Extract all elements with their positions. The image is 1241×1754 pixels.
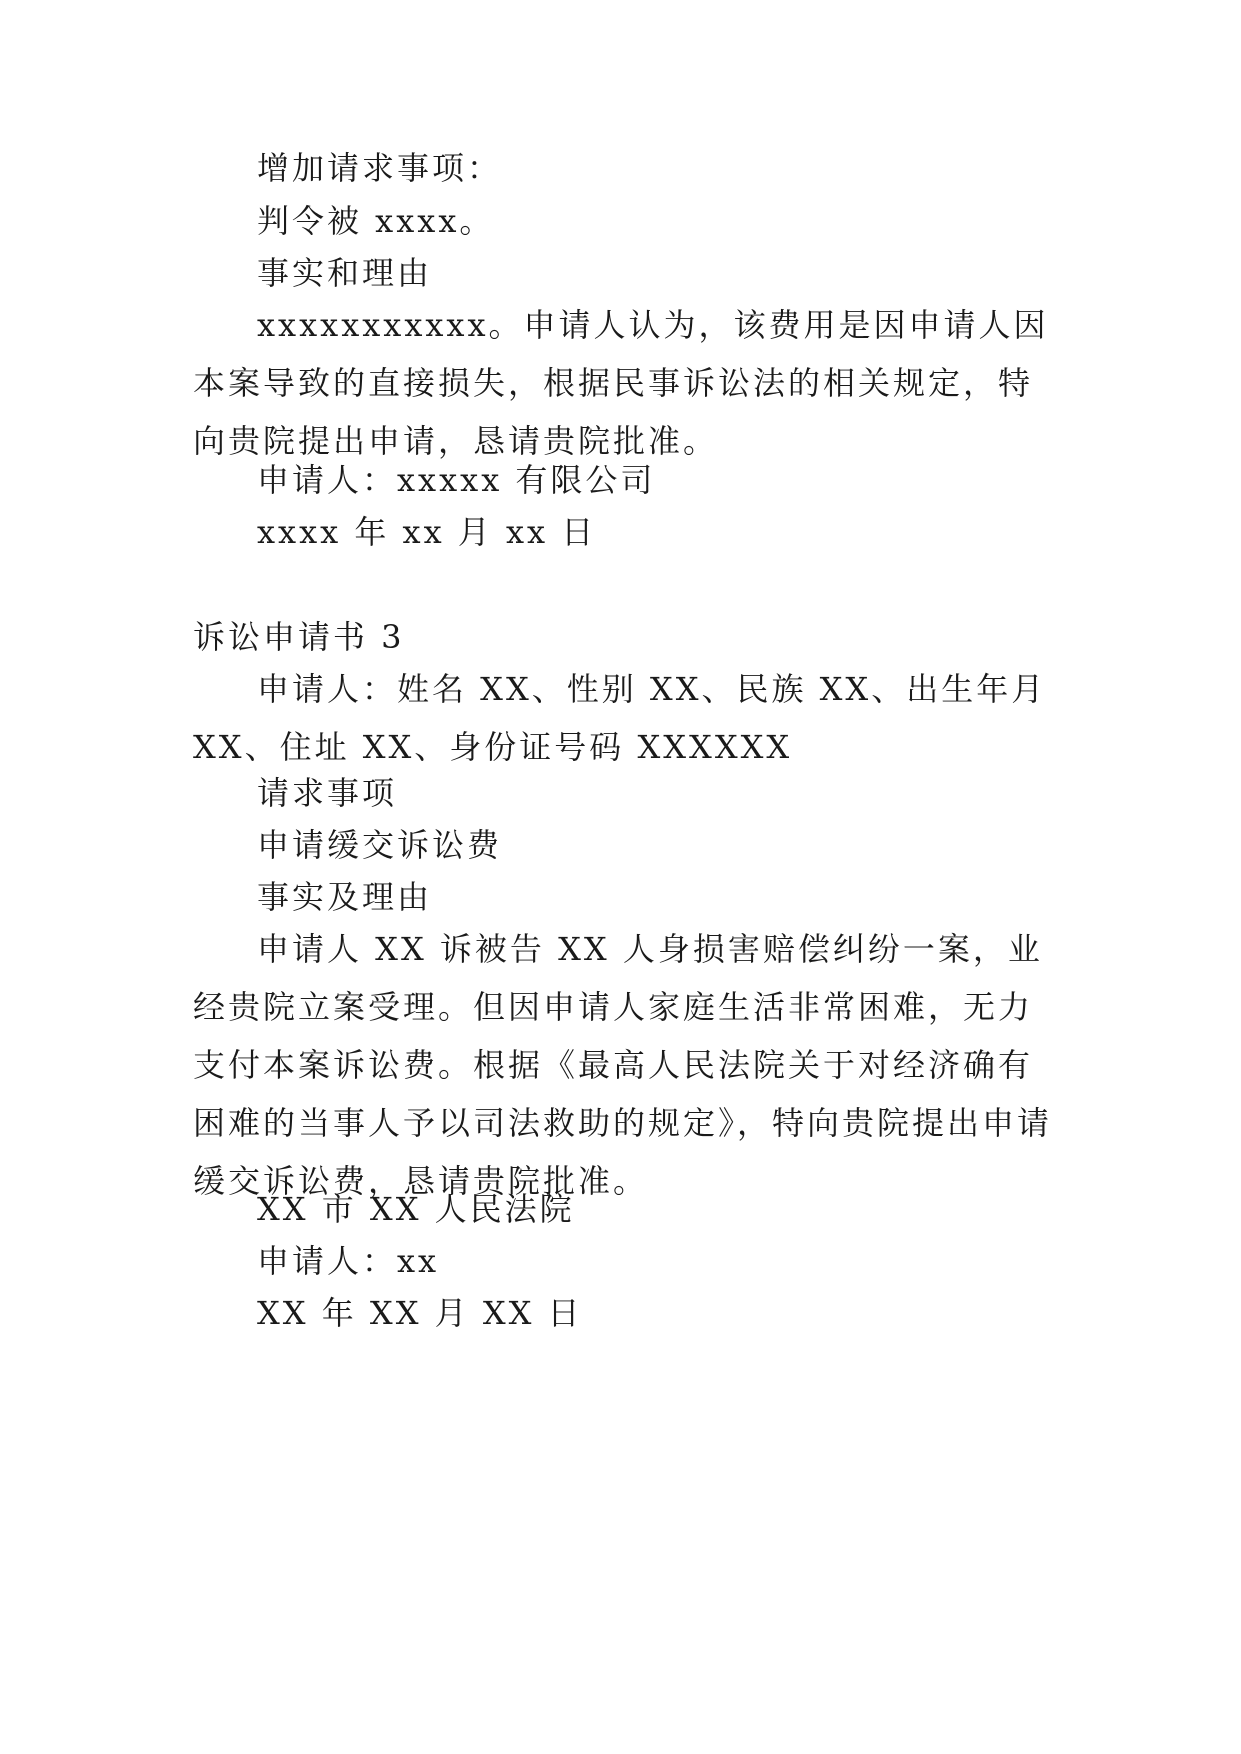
signature-date: XX 年 XX 月 XX 日 bbox=[257, 1294, 583, 1332]
signature-date: xxxx 年 xx 月 xx 日 bbox=[257, 513, 597, 551]
facts-paragraph: 申请人 XX 诉被告 XX 人身损害赔偿纠纷一案，业经贵院立案受理。但因申请人家庭生活非常困难，无力支付本案诉讼费。根据《最高人民法院关于对经济确有困难的当事人予以司法救助的规定》，特向贵院提出申请缓交诉讼费，恳请贵院批准。 bbox=[193, 930, 1053, 1200]
document-title: 诉讼申请书 3 bbox=[193, 618, 405, 656]
add-claims-text: 判令被 xxxx。 bbox=[257, 202, 495, 240]
claims-heading: 请求事项 bbox=[257, 774, 398, 812]
applicant-signature: 申请人：xxxxx 有限公司 bbox=[257, 461, 656, 499]
applicant-info: 申请人：姓名 XX、性别 XX、民族 XX、出生年月 XX、住址 XX、身份证号码 XXXXXX bbox=[193, 670, 1047, 766]
court-name: XX 市 XX 人民法院 bbox=[257, 1190, 575, 1228]
facts-heading: 事实和理由 bbox=[257, 254, 433, 292]
claims-text: 申请缓交诉讼费 bbox=[257, 826, 503, 864]
applicant-signature: 申请人：xx bbox=[257, 1242, 440, 1280]
add-claims-heading: 增加请求事项： bbox=[257, 149, 503, 187]
facts-heading: 事实及理由 bbox=[257, 878, 433, 916]
facts-paragraph: xxxxxxxxxxx。申请人认为，该费用是因申请人因本案导致的直接损失，根据民事诉讼法的相关规定，特向贵院提出申请，恳请贵院批准。 bbox=[193, 306, 1049, 460]
